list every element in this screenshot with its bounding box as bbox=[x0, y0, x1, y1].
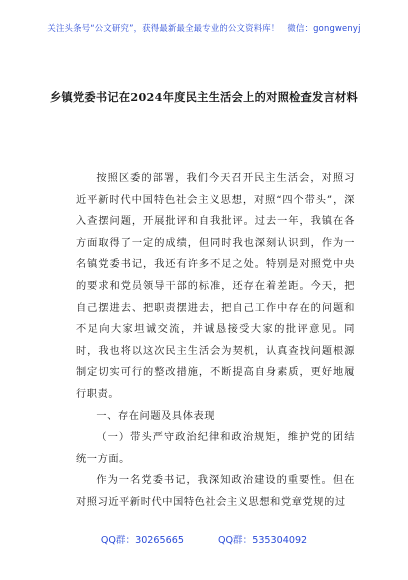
qq-group-2: QQ群：535304092 bbox=[217, 535, 308, 546]
body-paragraph: 作为一名党委书记，我深知政治建设的重要性。但在对照习近平新时代中国特色社会主义思想和党章党规的过 bbox=[76, 475, 355, 508]
footer-contacts bbox=[0, 532, 408, 546]
intro-paragraph: 按照区委的部署，我们今天召开民主生活会，对照习近平新时代中国特色社会主义思想，对照“四个带头”，深入查摆问题，开展批评和自我批评。过去一年，我镇在各方面取得了一定的成绩，但同时我也深刻认识到，作为一名镇党委书记，我还有许多不足之处。特别是对照党中央的要求和党员领导干部的标准，还存在着差距。今天，把自己摆进去、把职责摆进去，把自己工作中存在的问题和不足向大家坦诚交流，并诚恳接受大家的批评意见。同时，我也将以这次民主生活会为契机，认真查找问题根源制定切实可行的整改措施，不断提高自身素质，更好地履行职责。 bbox=[76, 173, 355, 400]
section-heading: 一、存在问题及具体表现 bbox=[96, 410, 216, 422]
qq-group-1: QQ群：30265665 bbox=[100, 535, 184, 546]
document-title: 乡镇党委书记在2024年度民主生活会上的对照检查发言材料 bbox=[49, 90, 359, 104]
document-body bbox=[76, 168, 355, 514]
wechat-label: 微信：gongwenyj bbox=[287, 23, 361, 33]
subsection-heading: （一）带头严守政治纪律和政治规矩，维护党的团结统一方面。 bbox=[76, 432, 355, 465]
header-banner bbox=[0, 22, 408, 34]
promo-text: 关注头条号“公文研究”，获得最新最全最专业的公文资料库！ bbox=[47, 23, 280, 33]
